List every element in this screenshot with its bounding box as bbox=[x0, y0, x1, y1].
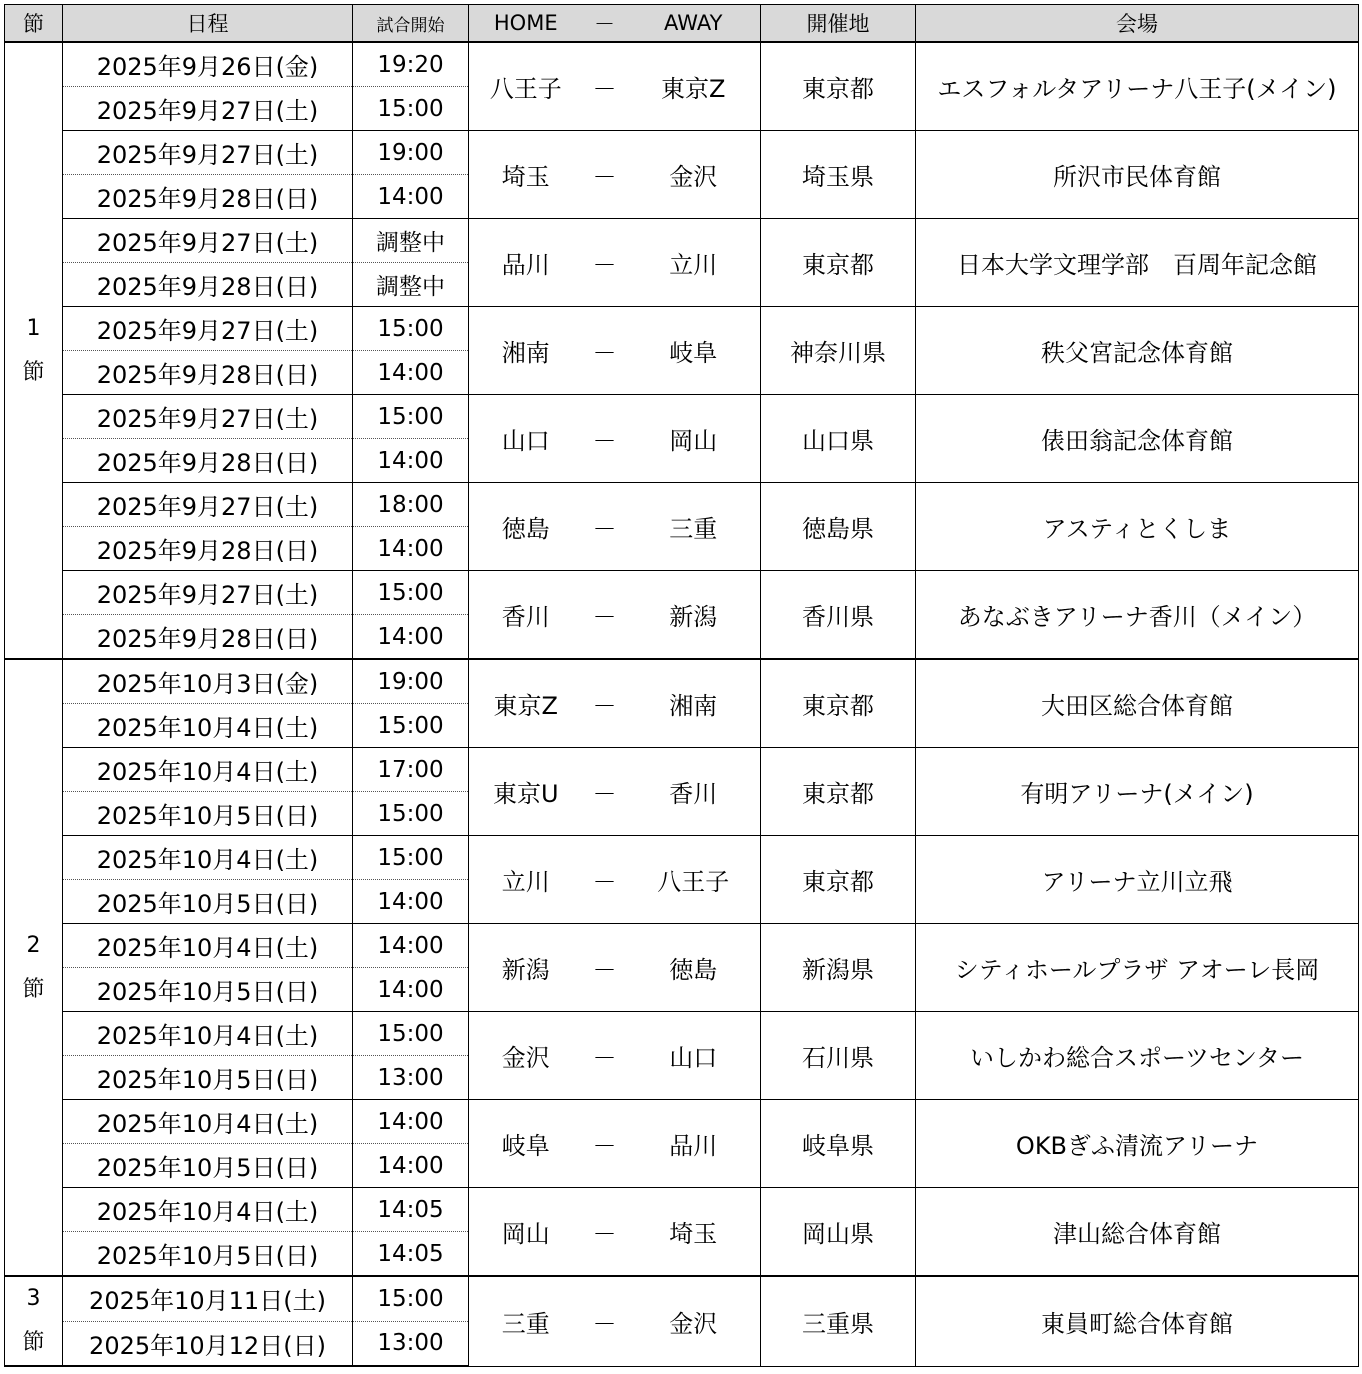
game-time: 調整中 bbox=[353, 219, 469, 263]
vs-dash: － bbox=[583, 131, 627, 219]
game-date: 2025年9月27日(土) bbox=[63, 483, 353, 527]
header-date: 日程 bbox=[63, 5, 353, 43]
prefecture: 岐阜県 bbox=[761, 1100, 916, 1188]
game-date: 2025年9月28日(日) bbox=[63, 439, 353, 483]
venue: 秩父宮記念体育館 bbox=[916, 307, 1359, 395]
header-away: AWAY bbox=[627, 5, 761, 43]
table-row bbox=[5, 924, 1359, 968]
home-team: 徳島 bbox=[469, 483, 583, 571]
venue: 有明アリーナ(メイン) bbox=[916, 748, 1359, 836]
header-section: 節 bbox=[5, 5, 63, 43]
away-team: 立川 bbox=[627, 219, 761, 307]
game-time: 15:00 bbox=[353, 395, 469, 439]
section-unit: 節 bbox=[22, 359, 45, 385]
vs-dash: － bbox=[583, 1276, 627, 1366]
prefecture: 埼玉県 bbox=[761, 131, 916, 219]
game-date: 2025年10月4日(土) bbox=[63, 1012, 353, 1056]
section-unit: 節 bbox=[22, 976, 45, 1002]
venue: アリーナ立川立飛 bbox=[916, 836, 1359, 924]
schedule-body bbox=[5, 42, 1359, 1366]
game-date: 2025年10月5日(日) bbox=[63, 1232, 353, 1277]
section-unit: 節 bbox=[22, 1330, 45, 1355]
table-row bbox=[5, 42, 1359, 87]
table-row bbox=[5, 483, 1359, 527]
vs-dash: － bbox=[583, 924, 627, 1012]
header-time: 試合開始 bbox=[353, 5, 469, 43]
vs-dash: － bbox=[583, 42, 627, 131]
section-number: 2 bbox=[26, 932, 41, 958]
venue: あなぶきアリーナ香川（メイン） bbox=[916, 571, 1359, 660]
vs-dash: － bbox=[583, 571, 627, 660]
game-time: 15:00 bbox=[353, 1012, 469, 1056]
table-row bbox=[5, 1188, 1359, 1232]
game-time: 13:00 bbox=[353, 1321, 469, 1366]
vs-dash: － bbox=[583, 1100, 627, 1188]
game-time: 14:00 bbox=[353, 1100, 469, 1144]
game-date: 2025年9月28日(日) bbox=[63, 351, 353, 395]
away-team: 徳島 bbox=[627, 924, 761, 1012]
table-row bbox=[5, 836, 1359, 880]
game-date: 2025年9月27日(土) bbox=[63, 571, 353, 615]
venue: 日本大学文理学部 百周年記念館 bbox=[916, 219, 1359, 307]
venue: OKBぎふ清流アリーナ bbox=[916, 1100, 1359, 1188]
game-time: 14:05 bbox=[353, 1232, 469, 1277]
game-date: 2025年10月4日(土) bbox=[63, 924, 353, 968]
table-row bbox=[5, 1100, 1359, 1144]
game-date: 2025年9月28日(日) bbox=[63, 263, 353, 307]
section-label bbox=[5, 42, 63, 659]
header-dash: － bbox=[583, 5, 627, 43]
game-time: 14:00 bbox=[353, 880, 469, 924]
home-team: 東京Z bbox=[469, 659, 583, 748]
table-row bbox=[5, 1012, 1359, 1056]
header-prefecture: 開催地 bbox=[761, 5, 916, 43]
vs-dash: － bbox=[583, 659, 627, 748]
table-row bbox=[5, 307, 1359, 351]
game-time: 14:00 bbox=[353, 968, 469, 1012]
game-time: 14:00 bbox=[353, 1144, 469, 1188]
game-time: 14:00 bbox=[353, 924, 469, 968]
game-date: 2025年10月4日(土) bbox=[63, 1188, 353, 1232]
vs-dash: － bbox=[583, 836, 627, 924]
game-time: 14:00 bbox=[353, 175, 469, 219]
table-row bbox=[5, 1276, 1359, 1321]
section-label bbox=[5, 1276, 63, 1366]
table-row bbox=[5, 219, 1359, 263]
away-team: 湘南 bbox=[627, 659, 761, 748]
game-time: 19:00 bbox=[353, 659, 469, 704]
game-time: 15:00 bbox=[353, 307, 469, 351]
game-date: 2025年10月5日(日) bbox=[63, 1056, 353, 1100]
game-date: 2025年10月5日(日) bbox=[63, 968, 353, 1012]
venue: アスティとくしま bbox=[916, 483, 1359, 571]
game-date: 2025年10月5日(日) bbox=[63, 880, 353, 924]
prefecture: 新潟県 bbox=[761, 924, 916, 1012]
game-time: 19:20 bbox=[353, 42, 469, 87]
vs-dash: － bbox=[583, 483, 627, 571]
game-date: 2025年10月4日(土) bbox=[63, 836, 353, 880]
game-time: 15:00 bbox=[353, 704, 469, 748]
home-team: 金沢 bbox=[469, 1012, 583, 1100]
prefecture: 香川県 bbox=[761, 571, 916, 660]
prefecture: 山口県 bbox=[761, 395, 916, 483]
away-team: 岐阜 bbox=[627, 307, 761, 395]
home-team: 東京U bbox=[469, 748, 583, 836]
game-time: 15:00 bbox=[353, 792, 469, 836]
venue: エスフォルタアリーナ八王子(メイン) bbox=[916, 42, 1359, 131]
vs-dash: － bbox=[583, 395, 627, 483]
prefecture: 三重県 bbox=[761, 1276, 916, 1366]
game-date: 2025年9月28日(日) bbox=[63, 527, 353, 571]
game-date: 2025年10月5日(日) bbox=[63, 1144, 353, 1188]
venue: 東員町総合体育館 bbox=[916, 1276, 1359, 1366]
game-time: 15:00 bbox=[353, 571, 469, 615]
vs-dash: － bbox=[583, 307, 627, 395]
venue: 俵田翁記念体育館 bbox=[916, 395, 1359, 483]
game-date: 2025年9月28日(日) bbox=[63, 175, 353, 219]
away-team: 八王子 bbox=[627, 836, 761, 924]
section-number: 3 bbox=[26, 1286, 41, 1311]
game-date: 2025年9月27日(土) bbox=[63, 87, 353, 131]
away-team: 三重 bbox=[627, 483, 761, 571]
away-team: 岡山 bbox=[627, 395, 761, 483]
home-team: 岡山 bbox=[469, 1188, 583, 1277]
vs-dash: － bbox=[583, 748, 627, 836]
away-team: 埼玉 bbox=[627, 1188, 761, 1277]
home-team: 立川 bbox=[469, 836, 583, 924]
away-team: 金沢 bbox=[627, 1276, 761, 1366]
home-team: 岐阜 bbox=[469, 1100, 583, 1188]
vs-dash: － bbox=[583, 1188, 627, 1277]
away-team: 山口 bbox=[627, 1012, 761, 1100]
schedule-table bbox=[4, 4, 1359, 1367]
game-time: 調整中 bbox=[353, 263, 469, 307]
venue: 津山総合体育館 bbox=[916, 1188, 1359, 1277]
table-row bbox=[5, 571, 1359, 615]
game-date: 2025年10月11日(土) bbox=[63, 1276, 353, 1321]
prefecture: 東京都 bbox=[761, 42, 916, 131]
game-date: 2025年9月27日(土) bbox=[63, 219, 353, 263]
home-team: 新潟 bbox=[469, 924, 583, 1012]
away-team: 品川 bbox=[627, 1100, 761, 1188]
away-team: 東京Z bbox=[627, 42, 761, 131]
home-team: 湘南 bbox=[469, 307, 583, 395]
table-row bbox=[5, 659, 1359, 704]
game-date: 2025年9月28日(日) bbox=[63, 615, 353, 660]
away-team: 新潟 bbox=[627, 571, 761, 660]
home-team: 香川 bbox=[469, 571, 583, 660]
game-time: 14:00 bbox=[353, 439, 469, 483]
away-team: 香川 bbox=[627, 748, 761, 836]
game-date: 2025年10月5日(日) bbox=[63, 792, 353, 836]
header-home: HOME bbox=[469, 5, 583, 43]
game-date: 2025年9月27日(土) bbox=[63, 395, 353, 439]
game-time: 14:00 bbox=[353, 351, 469, 395]
home-team: 山口 bbox=[469, 395, 583, 483]
game-time: 18:00 bbox=[353, 483, 469, 527]
header-row bbox=[5, 5, 1359, 43]
table-row bbox=[5, 131, 1359, 175]
game-date: 2025年10月12日(日) bbox=[63, 1321, 353, 1366]
away-team: 金沢 bbox=[627, 131, 761, 219]
prefecture: 石川県 bbox=[761, 1012, 916, 1100]
prefecture: 岡山県 bbox=[761, 1188, 916, 1277]
home-team: 三重 bbox=[469, 1276, 583, 1366]
table-row bbox=[5, 748, 1359, 792]
home-team: 品川 bbox=[469, 219, 583, 307]
game-date: 2025年10月4日(土) bbox=[63, 704, 353, 748]
game-date: 2025年10月4日(土) bbox=[63, 1100, 353, 1144]
prefecture: 東京都 bbox=[761, 748, 916, 836]
venue: シティホールプラザ アオーレ長岡 bbox=[916, 924, 1359, 1012]
game-time: 13:00 bbox=[353, 1056, 469, 1100]
venue: いしかわ総合スポーツセンター bbox=[916, 1012, 1359, 1100]
game-time: 14:00 bbox=[353, 527, 469, 571]
game-date: 2025年9月27日(土) bbox=[63, 131, 353, 175]
table-row bbox=[5, 395, 1359, 439]
game-time: 14:00 bbox=[353, 615, 469, 660]
prefecture: 神奈川県 bbox=[761, 307, 916, 395]
prefecture: 東京都 bbox=[761, 836, 916, 924]
vs-dash: － bbox=[583, 1012, 627, 1100]
prefecture: 徳島県 bbox=[761, 483, 916, 571]
prefecture: 東京都 bbox=[761, 659, 916, 748]
section-label bbox=[5, 659, 63, 1276]
home-team: 埼玉 bbox=[469, 131, 583, 219]
game-time: 14:05 bbox=[353, 1188, 469, 1232]
venue: 所沢市民体育館 bbox=[916, 131, 1359, 219]
game-time: 15:00 bbox=[353, 87, 469, 131]
game-date: 2025年10月4日(土) bbox=[63, 748, 353, 792]
vs-dash: － bbox=[583, 219, 627, 307]
header-venue: 会場 bbox=[916, 5, 1359, 43]
game-time: 15:00 bbox=[353, 1276, 469, 1321]
game-time: 17:00 bbox=[353, 748, 469, 792]
game-time: 19:00 bbox=[353, 131, 469, 175]
home-team: 八王子 bbox=[469, 42, 583, 131]
game-date: 2025年9月27日(土) bbox=[63, 307, 353, 351]
prefecture: 東京都 bbox=[761, 219, 916, 307]
game-date: 2025年9月26日(金) bbox=[63, 42, 353, 87]
section-number: 1 bbox=[26, 315, 41, 341]
game-date: 2025年10月3日(金) bbox=[63, 659, 353, 704]
game-time: 15:00 bbox=[353, 836, 469, 880]
venue: 大田区総合体育館 bbox=[916, 659, 1359, 748]
